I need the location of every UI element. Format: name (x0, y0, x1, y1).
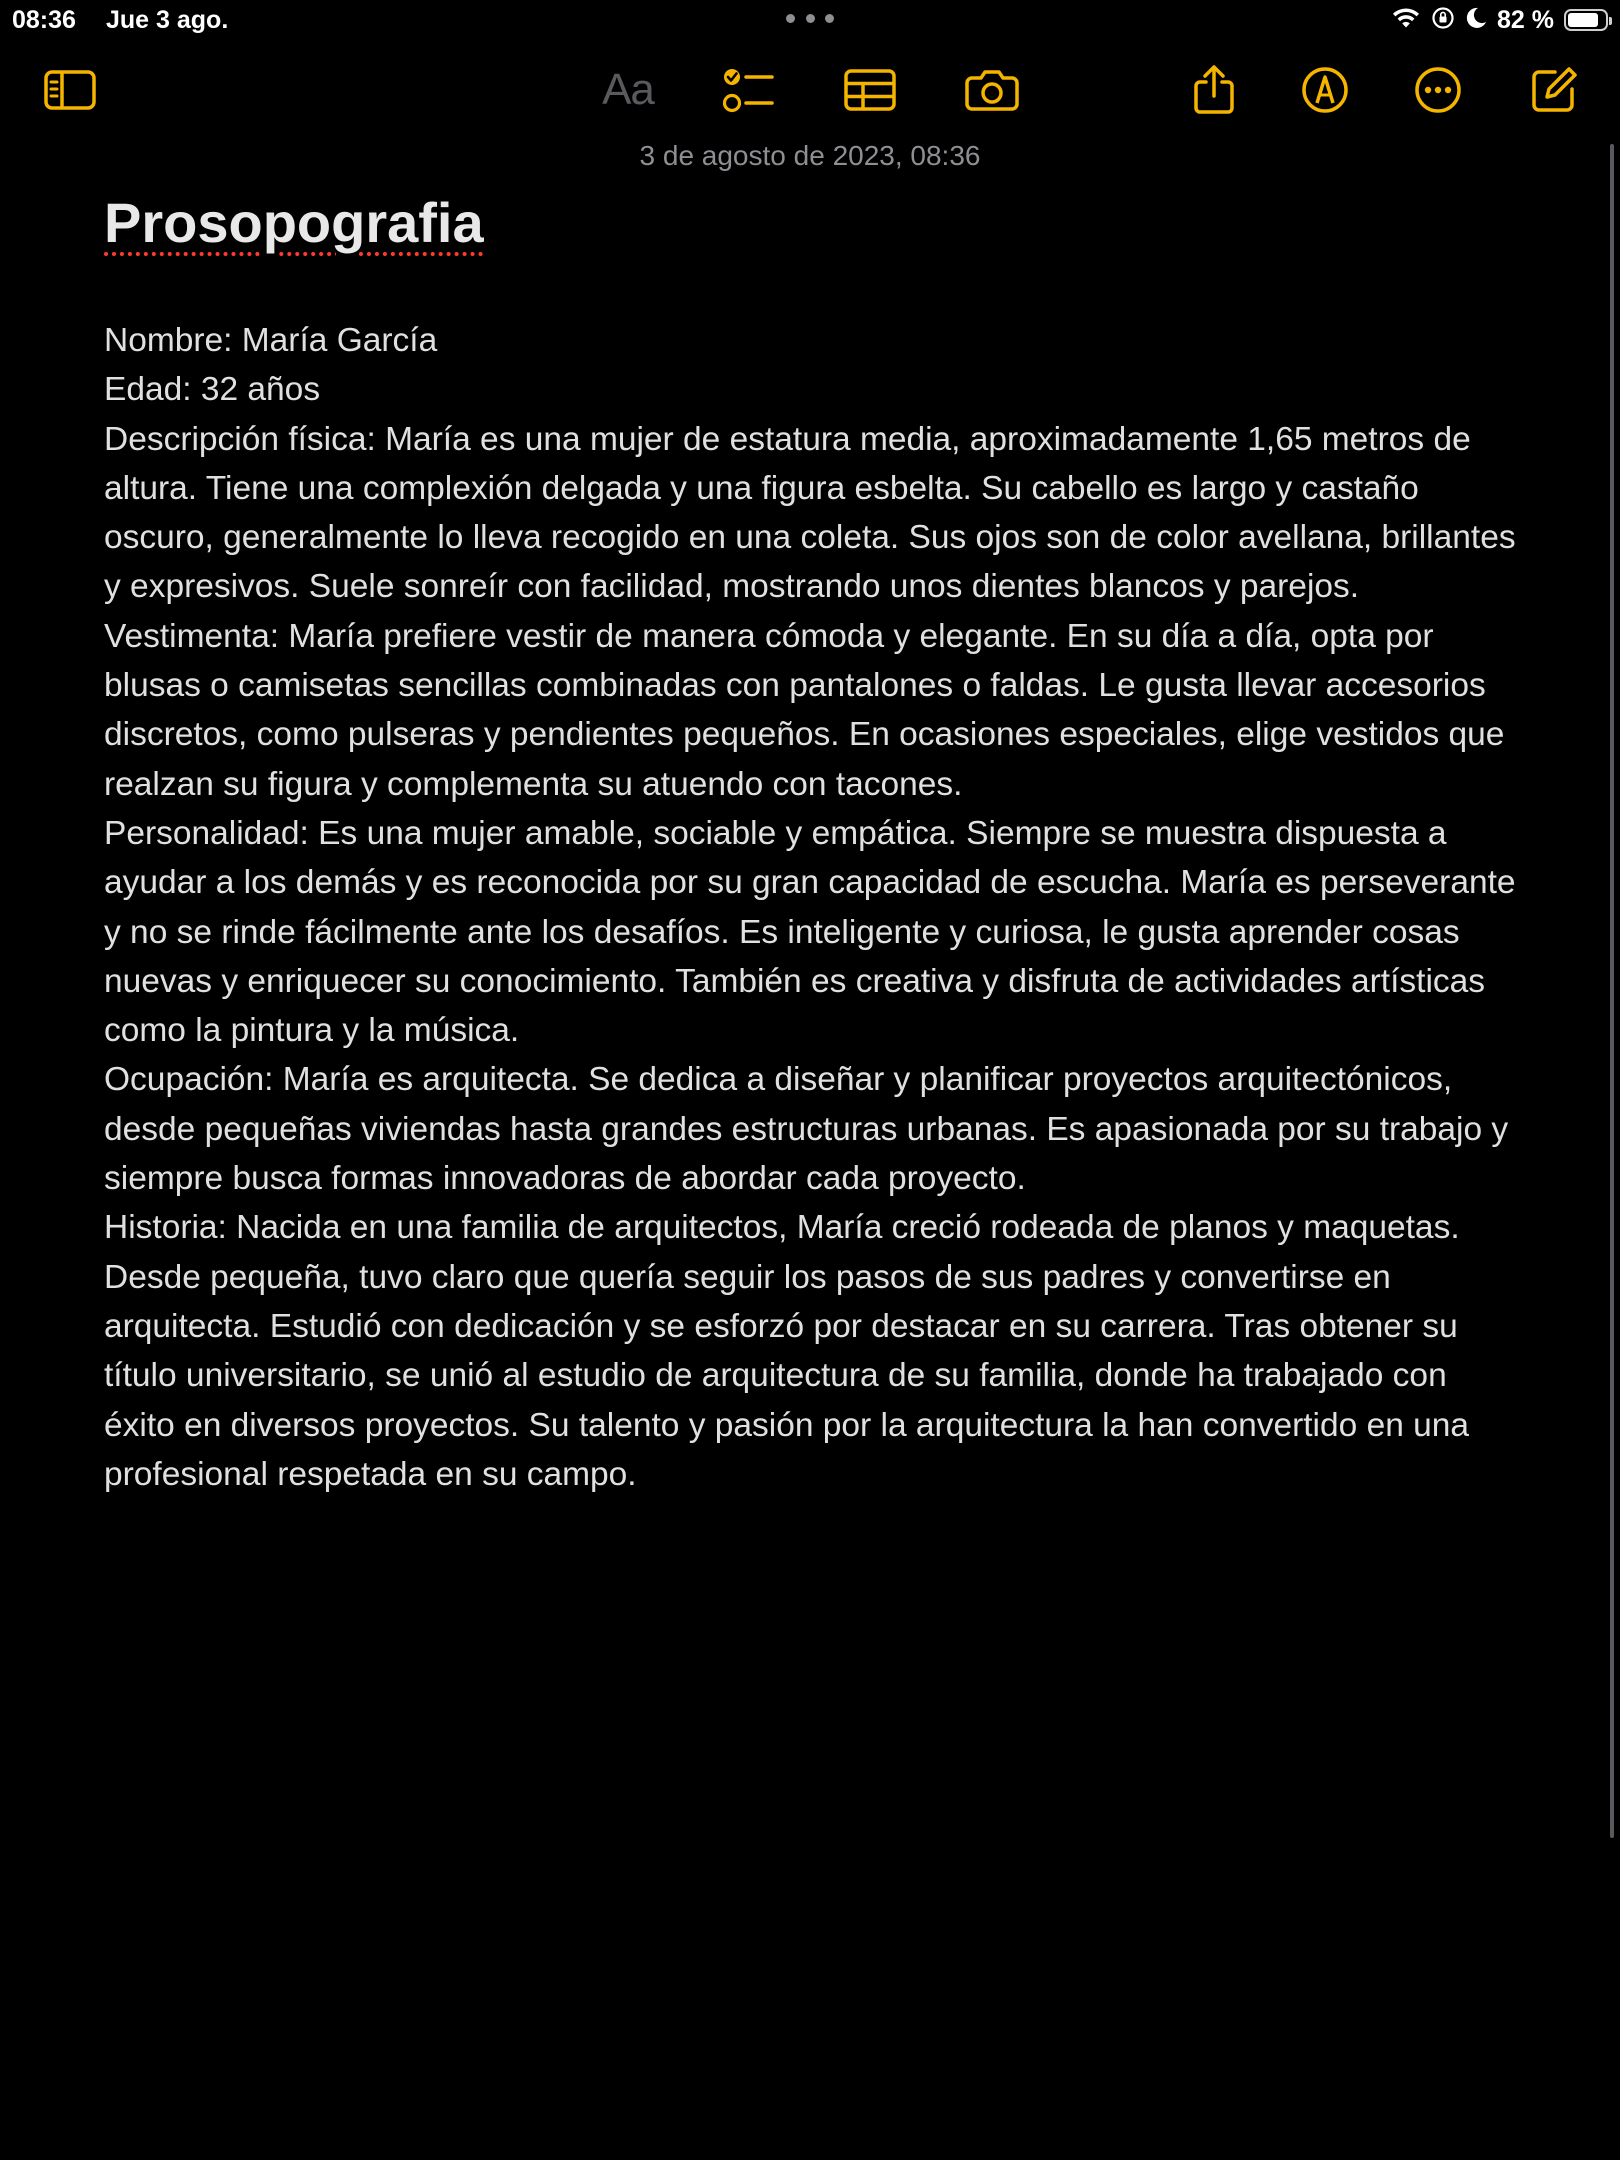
sidebar-icon (43, 69, 97, 111)
status-time: 08:36 (12, 6, 76, 34)
battery-percentage: 82 % (1497, 5, 1554, 34)
note-paragraph-edad[interactable]: Edad: 32 años (104, 371, 321, 409)
checklist-icon (722, 66, 776, 114)
orientation-lock-icon (1431, 6, 1455, 35)
multitasking-dots-icon[interactable] (786, 14, 834, 24)
table-icon (843, 68, 897, 112)
note-paragraph-historia[interactable]: Historia: Nacida en una familia de arquitectos, María creció rodeada de planos y maquetas. Desde pequeña, tuvo claro que quería seguir los pasos de sus padres y convertirse en arquitecta. Estudió con dedicación y se esforzó por destacar en su carrera. Tras obtener su título universitario, se unió al estudio de arquitectura de su familia, donde ha trabajado con éxito en diversos proyectos. Su talento y pasión por la arquitectura la han convertido en una profesional respetada en su campo. (104, 1209, 1470, 1493)
format-text-button[interactable] (598, 62, 658, 118)
more-options-button[interactable] (1408, 62, 1468, 118)
note-paragraph-descripcion[interactable]: Descripción física: María es una mujer de estatura media, aproximadamente 1,65 metros de altura. Tiene una complexión delgada y una figura esbelta. Su cabello es largo y castaño oscuro, generalmente lo lleva recogido en una coleta. Sus ojos son de color avellana, brillantes y expresivos. Suele sonreír con facilidad, mostrando unos dientes blancos y parejos. (104, 420, 1516, 606)
checklist-button[interactable] (719, 62, 779, 118)
note-paragraph-nombre[interactable]: Nombre: María García (104, 322, 438, 359)
share-icon (1192, 64, 1236, 116)
compose-button[interactable] (1524, 62, 1584, 118)
status-date: Jue 3 ago. (106, 6, 229, 34)
camera-button[interactable] (962, 62, 1022, 118)
note-paragraph-ocupacion[interactable]: Ocupación: María es arquitecta. Se dedica a diseñar y planificar proyectos arquitectónicos, desde pequeñas viviendas hasta grandes estructuras urbanas. Es apasionada por su trabajo y siempre busca formas innovadoras de abordar cada proyecto. (104, 1061, 1509, 1198)
sidebar-toggle-button[interactable] (40, 62, 100, 118)
scrollbar[interactable] (1610, 144, 1614, 1838)
note-title[interactable]: Prosopografia (104, 191, 484, 254)
compose-icon (1529, 65, 1579, 115)
markup-pen-icon (1300, 65, 1350, 115)
camera-icon (964, 68, 1020, 112)
format-aa-label: Aa (602, 65, 654, 114)
note-body[interactable] (104, 316, 1524, 1499)
share-button[interactable] (1184, 62, 1244, 118)
note-date: 3 de agosto de 2023, 08:36 (639, 140, 981, 171)
wifi-icon (1391, 6, 1421, 35)
battery-icon (1564, 9, 1608, 31)
status-bar (0, 0, 1620, 40)
ellipsis-circle-icon (1413, 65, 1463, 115)
markup-button[interactable] (1295, 62, 1355, 118)
battery-fill (1568, 13, 1598, 27)
moon-icon (1465, 6, 1487, 35)
status-indicators (1391, 5, 1608, 35)
table-button[interactable] (840, 62, 900, 118)
note-paragraph-vestimenta[interactable]: Vestimenta: María prefiere vestir de manera cómoda y elegante. En su día a día, opta por blusas o camisetas sencillas combinadas con pantalones o faldas. Le gusta llevar accesorios discretos, como pulseras y pendientes pequeños. En ocasiones especiales, elige vestidos que realzan su figura y complementa su atuendo con tacones. (104, 617, 1505, 803)
note-paragraph-personalidad[interactable]: Personalidad: Es una mujer amable, sociable y empática. Siempre se muestra dispuesta a ayudar a los demás y es reconocida por su gran capacidad de escucha. María es perseverante y no se rinde fácilmente ante los desafíos. Es inteligente y curiosa, le gusta aprender cosas nuevas y enriquecer su conocimiento. También es creativa y disfruta de actividades artísticas como la pintura y la música. (104, 814, 1516, 1050)
